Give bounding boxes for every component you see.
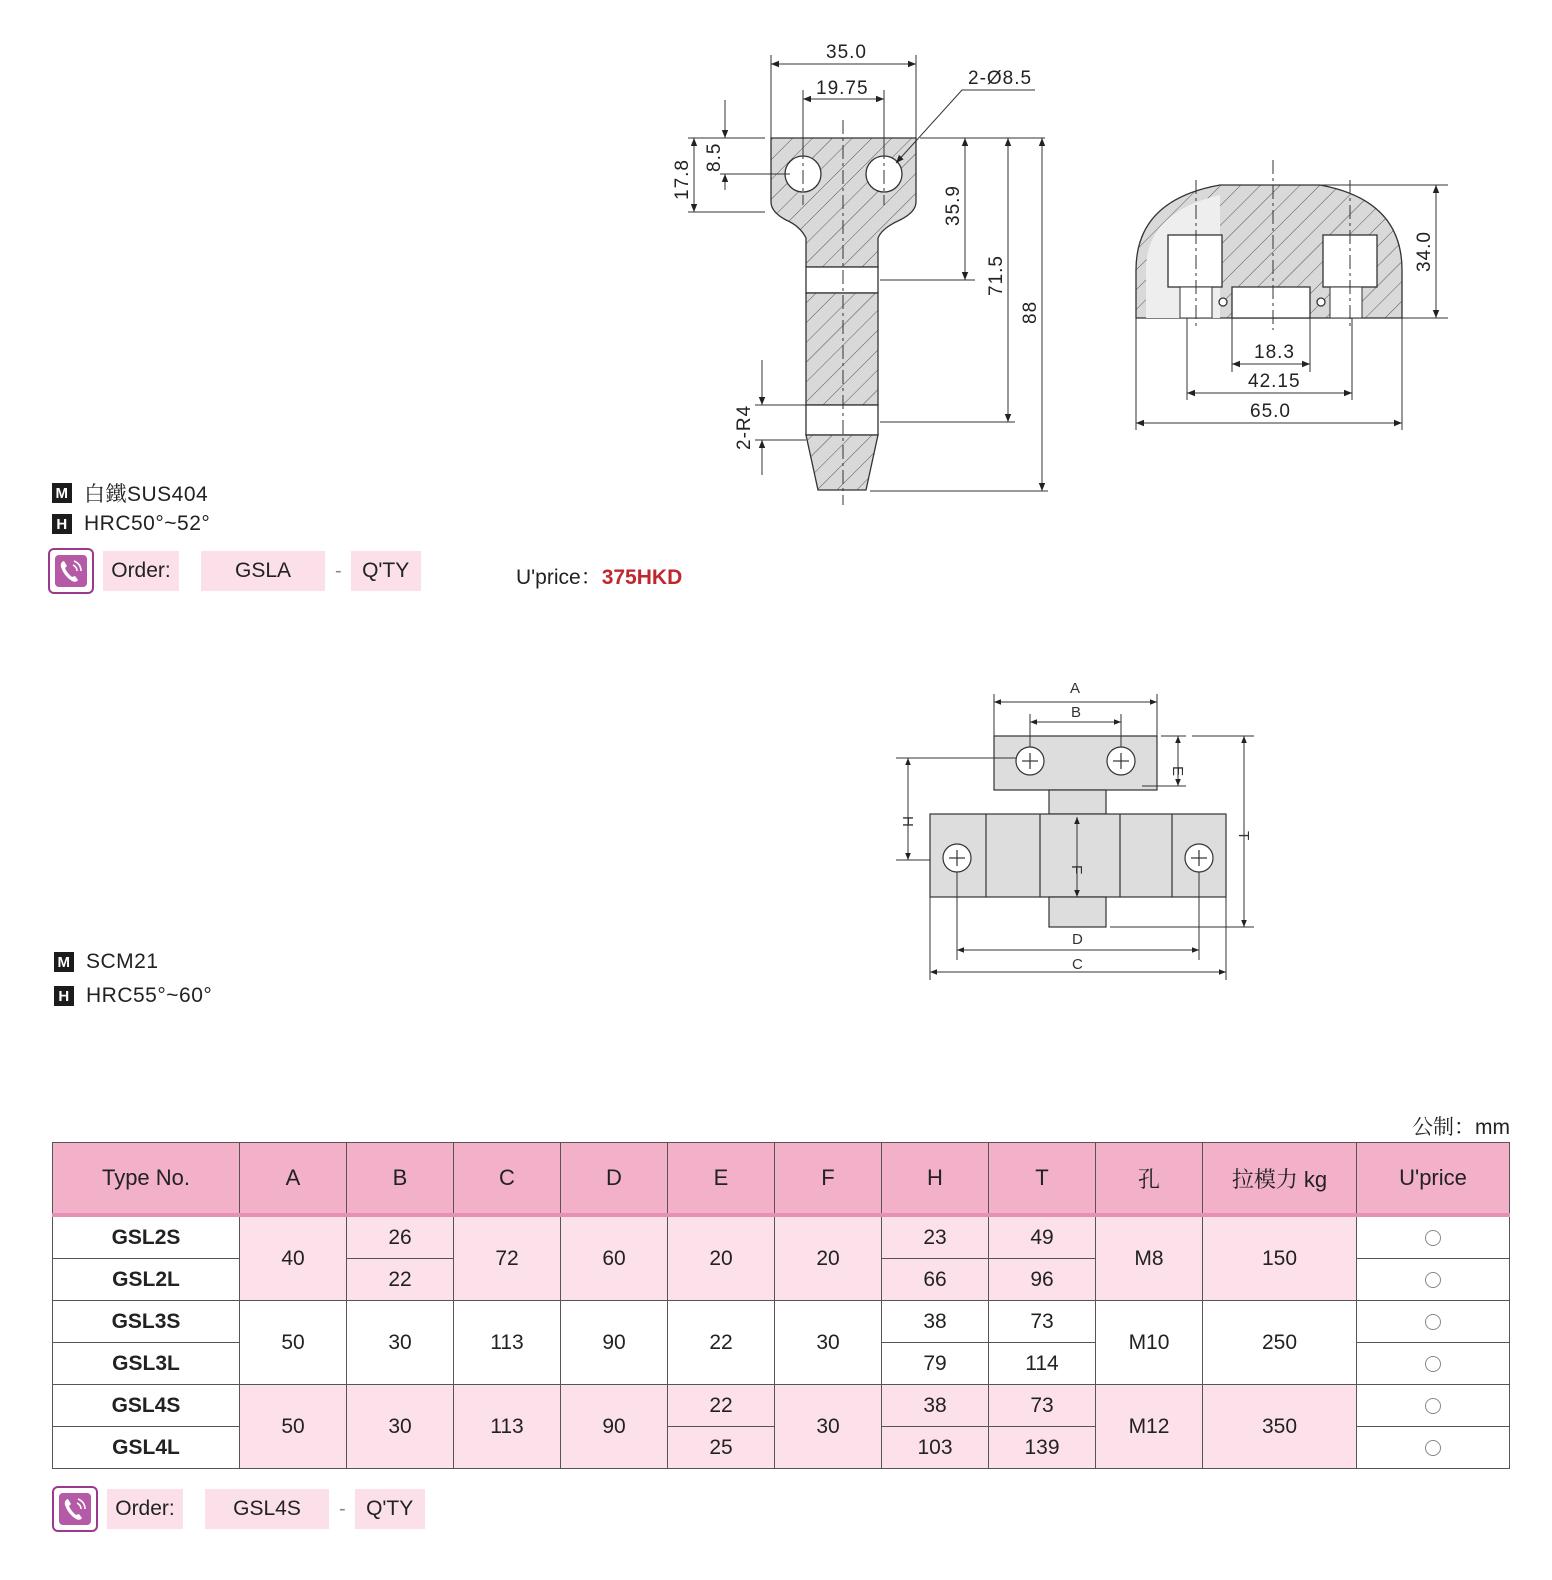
qty-label: Q'TY xyxy=(355,1489,425,1529)
table-header-row xyxy=(53,1143,1510,1216)
table-row xyxy=(53,1301,1510,1343)
order-row-gsla xyxy=(48,550,421,592)
material-value: SCM21 xyxy=(86,950,159,973)
hardness-row-gsl xyxy=(54,984,212,1008)
type-cell: GSL2L xyxy=(53,1259,240,1301)
material-value: 白鐵SUS404 xyxy=(84,483,209,506)
dim-88: 88 xyxy=(1020,300,1041,324)
dim-42-15: 42.15 xyxy=(1248,371,1301,392)
header-uprice: U'price xyxy=(1357,1143,1510,1216)
qty-label: Q'TY xyxy=(351,551,421,591)
header-force: 拉模力 kg xyxy=(1203,1143,1357,1216)
cell-h: 66 xyxy=(882,1259,989,1301)
select-radio[interactable] xyxy=(1425,1272,1441,1288)
order-separator: - xyxy=(339,1497,346,1520)
material-row-gsla xyxy=(52,478,208,508)
cell-f: 30 xyxy=(775,1385,882,1469)
cell-c: 113 xyxy=(454,1301,561,1385)
cell-force: 150 xyxy=(1203,1215,1357,1301)
label-e: E xyxy=(1169,766,1186,777)
cell-hole: M8 xyxy=(1096,1215,1203,1301)
cell-f: 30 xyxy=(775,1301,882,1385)
dim-34-0: 34.0 xyxy=(1414,231,1435,272)
cell-b: 26 xyxy=(347,1215,454,1259)
uprice-row-gsla xyxy=(516,561,682,591)
header-f: F xyxy=(775,1143,882,1216)
type-cell: GSL3L xyxy=(53,1343,240,1385)
header-h: H xyxy=(882,1143,989,1216)
dim-65-0: 65.0 xyxy=(1250,401,1291,422)
cell-a: 50 xyxy=(240,1301,347,1385)
label-h: H xyxy=(899,816,916,827)
cell-hole: M12 xyxy=(1096,1385,1203,1469)
cell-e: 22 xyxy=(668,1301,775,1385)
select-radio[interactable] xyxy=(1425,1314,1441,1330)
uprice-label: U'price： xyxy=(516,566,602,589)
unit-note: 公制：mm xyxy=(1412,1116,1510,1139)
uprice-value: 375HKD xyxy=(601,566,683,589)
type-cell: GSL4S xyxy=(53,1385,240,1427)
label-a: A xyxy=(1070,680,1081,697)
select-radio[interactable] xyxy=(1425,1398,1441,1414)
hardness-value: HRC50°~52° xyxy=(84,512,211,535)
label-f: F xyxy=(1068,865,1085,875)
material-badge: M xyxy=(54,952,74,972)
hardness-badge: H xyxy=(52,514,72,534)
cell-d: 60 xyxy=(561,1215,668,1301)
cell-hole: M10 xyxy=(1096,1301,1203,1385)
header-a: A xyxy=(240,1143,347,1216)
dim-18-3: 18.3 xyxy=(1254,342,1295,363)
header-e: E xyxy=(668,1143,775,1216)
order-code: GSLA xyxy=(201,551,325,591)
header-b: B xyxy=(347,1143,454,1216)
uprice-cell[interactable] xyxy=(1357,1215,1510,1259)
cell-d: 90 xyxy=(561,1385,668,1469)
cell-c: 113 xyxy=(454,1385,561,1469)
select-radio[interactable] xyxy=(1425,1356,1441,1372)
cell-f: 20 xyxy=(775,1215,882,1301)
cell-b: 22 xyxy=(347,1259,454,1301)
cell-b: 30 xyxy=(347,1301,454,1385)
cell-h: 38 xyxy=(882,1385,989,1427)
cell-h: 23 xyxy=(882,1215,989,1259)
cell-t: 73 xyxy=(989,1385,1096,1427)
cell-h: 38 xyxy=(882,1301,989,1343)
cell-b: 30 xyxy=(347,1385,454,1469)
material-row-gsl xyxy=(54,950,159,974)
spec-table xyxy=(52,1142,1510,1469)
phone-icon[interactable] xyxy=(48,548,94,594)
order-label: Order: xyxy=(107,1489,183,1529)
cell-t: 114 xyxy=(989,1343,1096,1385)
cell-h: 103 xyxy=(882,1427,989,1469)
cell-t: 96 xyxy=(989,1259,1096,1301)
cell-e: 22 xyxy=(668,1385,775,1427)
header-d: D xyxy=(561,1143,668,1216)
technical-drawing-gsla xyxy=(0,0,1552,620)
cell-e: 20 xyxy=(668,1215,775,1301)
dim-19-75: 19.75 xyxy=(816,78,869,99)
phone-icon[interactable] xyxy=(52,1486,98,1532)
cell-t: 139 xyxy=(989,1427,1096,1469)
cell-a: 40 xyxy=(240,1215,347,1301)
header-type: Type No. xyxy=(53,1143,240,1216)
header-c: C xyxy=(454,1143,561,1216)
cell-a: 50 xyxy=(240,1385,347,1469)
order-label: Order: xyxy=(103,551,179,591)
pin-front-view xyxy=(1136,185,1402,318)
cell-e: 25 xyxy=(668,1427,775,1469)
dim-17-8: 17.8 xyxy=(672,159,693,200)
header-hole: 孔 xyxy=(1096,1143,1203,1216)
uprice-cell[interactable] xyxy=(1357,1343,1510,1385)
cell-c: 72 xyxy=(454,1215,561,1301)
hardness-badge: H xyxy=(54,986,74,1006)
label-b: B xyxy=(1071,704,1082,721)
table-row xyxy=(53,1385,1510,1427)
technical-drawing-gsl xyxy=(880,680,1280,1000)
uprice-cell[interactable] xyxy=(1357,1427,1510,1469)
dim-71-5: 71.5 xyxy=(986,255,1007,296)
uprice-cell[interactable] xyxy=(1357,1385,1510,1427)
label-c: C xyxy=(1072,956,1083,973)
dim-35-9: 35.9 xyxy=(943,185,964,226)
material-badge: M xyxy=(52,483,72,503)
order-code: GSL4S xyxy=(205,1489,329,1529)
cell-d: 90 xyxy=(561,1301,668,1385)
order-separator: - xyxy=(335,559,342,582)
hardness-value: HRC55°~60° xyxy=(86,984,213,1007)
cell-force: 250 xyxy=(1203,1301,1357,1385)
cell-force: 350 xyxy=(1203,1385,1357,1469)
type-cell: GSL2S xyxy=(53,1215,240,1259)
dim-2-r4: 2-R4 xyxy=(734,404,755,450)
cell-t: 73 xyxy=(989,1301,1096,1343)
label-t: T xyxy=(1235,831,1252,841)
label-d: D xyxy=(1072,931,1083,948)
dim-2-d8-5: 2-Ø8.5 xyxy=(968,68,1033,89)
cell-t: 49 xyxy=(989,1215,1096,1259)
table-row xyxy=(53,1215,1510,1259)
select-radio[interactable] xyxy=(1425,1440,1441,1456)
dim-35-0: 35.0 xyxy=(826,42,867,63)
cell-h: 79 xyxy=(882,1343,989,1385)
select-radio[interactable] xyxy=(1425,1230,1441,1246)
dim-8-5: 8.5 xyxy=(704,142,725,172)
uprice-cell[interactable] xyxy=(1357,1259,1510,1301)
hardness-row-gsla xyxy=(52,512,210,536)
header-t: T xyxy=(989,1143,1096,1216)
uprice-cell[interactable] xyxy=(1357,1301,1510,1343)
type-cell: GSL3S xyxy=(53,1301,240,1343)
type-cell: GSL4L xyxy=(53,1427,240,1469)
order-row-gsl xyxy=(52,1488,425,1530)
